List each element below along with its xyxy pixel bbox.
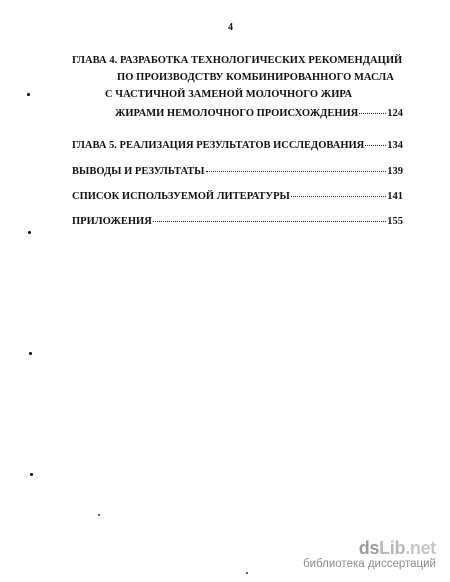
toc-leader-dots xyxy=(153,212,386,222)
toc-entry-page: 134 xyxy=(387,140,403,151)
toc-leader-dots xyxy=(365,136,386,146)
toc-entry-title: ВЫВОДЫ И РЕЗУЛЬТАТЫ xyxy=(72,166,205,177)
toc-leader-dots xyxy=(359,104,386,114)
toc-entry-chapter5 xyxy=(72,138,403,151)
toc-chapter4-line2: ПО ПРОИЗВОДСТВУ КОМБИНИРОВАННОГО МАСЛА xyxy=(117,72,394,83)
toc-chapter4-line1: ГЛАВА 4. РАЗРАБОТКА ТЕХНОЛОГИЧЕСКИХ РЕКОМЕНДАЦИЙ xyxy=(72,55,403,66)
toc-entry-title: ПРИЛОЖЕНИЯ xyxy=(72,216,152,227)
page-number: 4 xyxy=(228,22,233,33)
toc-chapter4-line4: ЖИРАМИ НЕМОЛОЧНОГО ПРОИСХОЖДЕНИЯ xyxy=(115,108,359,119)
scan-mark xyxy=(27,93,30,96)
toc-leader-dots xyxy=(206,162,387,172)
toc-chapter4-last-line xyxy=(115,106,403,119)
scan-speck xyxy=(246,572,248,574)
toc-chapter4-line3: С ЧАСТИЧНОЙ ЗАМЕНОЙ МОЛОЧНОГО ЖИРА xyxy=(105,89,353,100)
toc-entry-title: ГЛАВА 5. РЕАЛИЗАЦИЯ РЕЗУЛЬТАТОВ ИССЛЕДОВАНИЯ xyxy=(72,140,365,151)
toc-entry-references xyxy=(72,189,403,202)
toc-entry-page: 155 xyxy=(387,216,403,227)
toc-entry-conclusions xyxy=(72,164,403,177)
scan-speck xyxy=(98,514,100,516)
dslib-logo: dsLib.net xyxy=(358,538,436,558)
dslib-watermark xyxy=(303,538,436,570)
dslib-tagline: библиотека диссертаций xyxy=(303,558,436,570)
scan-mark xyxy=(29,352,32,355)
toc-leader-dots xyxy=(291,187,386,197)
scan-mark xyxy=(28,231,31,234)
toc-entry-page: 139 xyxy=(387,166,403,177)
toc-chapter4-page: 124 xyxy=(387,108,403,119)
toc-entry-title: СПИСОК ИСПОЛЬЗУЕМОЙ ЛИТЕРАТУРЫ xyxy=(72,191,290,202)
toc-entry-page: 141 xyxy=(387,191,403,202)
toc-entry-appendices xyxy=(72,214,403,227)
scan-mark xyxy=(30,473,33,476)
